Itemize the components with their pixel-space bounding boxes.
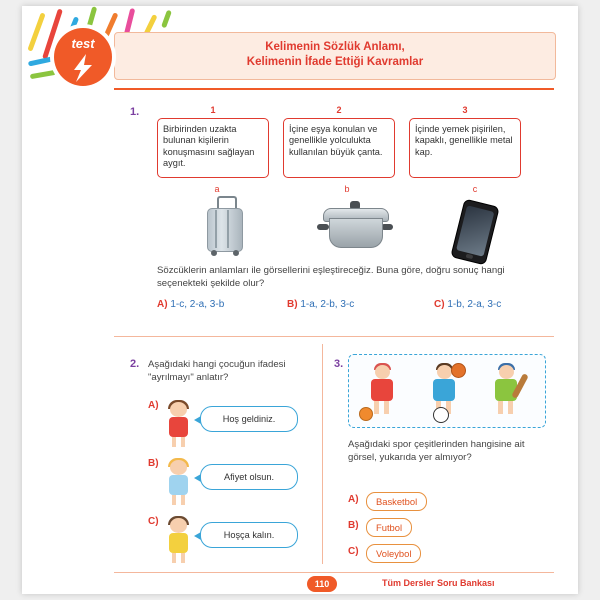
question-2-option-b[interactable] [148,456,318,512]
question-1-number: 1. [130,106,140,118]
child-chef-icon [162,458,194,508]
option-a-label: A) [157,299,168,310]
option-a-text: 1-c, 2-a, 3-b [170,299,225,310]
definition-card-1: Birbirinden uzakta bulunan kişilerin konuşmasını sağlayan aygıt. [157,118,269,178]
question-2-option-a-label: A) [148,400,159,411]
soccer-player-icon [357,363,409,419]
question-3-image [348,354,546,428]
question-3-option-b-text: Futbol [366,518,412,537]
baseball-player-icon [481,363,533,419]
question-2-option-c-label: C) [148,516,159,527]
card-number-1: 1 [210,105,216,115]
option-a[interactable] [157,299,224,310]
question-2-option-c[interactable] [148,514,318,570]
question-3-option-a-label: A) [348,494,359,505]
option-b-label: B) [287,299,298,310]
test-badge-label: test [71,36,95,51]
header-banner [114,32,556,80]
question-3-option-b-label: B) [348,520,359,531]
question-2-option-b-bubble: Afiyet olsun. [200,464,298,490]
option-c-text: 1-b, 2-a, 3-c [447,299,502,310]
question-3-number: 3. [334,358,344,370]
page-title-line2: Kelimenin İfade Ettiği Kavramlar [246,56,424,68]
image-label-a: a [214,184,220,194]
card-number-2: 2 [336,105,342,115]
image-label-c: c [472,184,478,194]
child-girl-icon [162,400,194,450]
question-1-images [157,184,547,254]
column-divider [322,344,323,564]
question-3-option-a[interactable] [348,492,544,510]
question-2-option-b-label: B) [148,458,159,469]
test-badge [54,28,112,86]
card-number-3: 3 [462,105,468,115]
child-waving-icon [162,516,194,566]
option-c-label: C) [434,299,445,310]
question-2-number: 2. [130,358,140,370]
definition-card-2: İçine eşya konulan ve genellikle yolculukta kullanılan büyük çanta. [283,118,395,178]
question-2-option-a[interactable] [148,398,318,454]
definition-card-3: İçinde yemek pişirilen, kapaklı, genellikle metal kap. [409,118,521,178]
question-1-prompt: Sözcüklerin anlamları ile görsellerini eşleştireceğiz. Buna göre, doğru sonuç hangi seçenekteki şekilde olur? [157,265,505,289]
worksheet-page [22,6,578,594]
image-label-b: b [344,184,350,194]
question-3-option-a-text: Basketbol [366,492,427,511]
question-3-option-c[interactable] [348,544,544,562]
question-3-text: Aşağıdaki spor çeşitlerinden hangisine ait görsel, yukarıda yer almıyor? [348,439,525,463]
question-2-option-c-bubble: Hoşça kalın. [200,522,298,548]
option-b-text: 1-a, 2-b, 3-c [300,299,355,310]
page-number-badge: 110 [307,576,337,592]
question-3-option-c-label: C) [348,546,359,557]
basketball-player-icon [419,363,471,419]
page-title-line1: Kelimenin Sözlük Anlamı, [265,41,405,53]
section-divider [114,336,554,337]
question-2-option-a-bubble: Hoş geldiniz. [200,406,298,432]
question-3-option-c-text: Voleybol [366,544,421,563]
option-b[interactable] [287,299,354,310]
question-2-text: Aşağıdaki hangi çocuğun ifadesi "ayrılmayı" anlatır? [148,359,286,383]
question-3-option-b[interactable] [348,518,544,536]
option-c[interactable] [434,299,501,310]
footer-divider [114,572,554,573]
lightning-bolt-icon [54,54,112,84]
header-divider [114,88,554,90]
footer-text: Tüm Dersler Soru Bankası [382,578,495,588]
page-title [115,40,555,70]
